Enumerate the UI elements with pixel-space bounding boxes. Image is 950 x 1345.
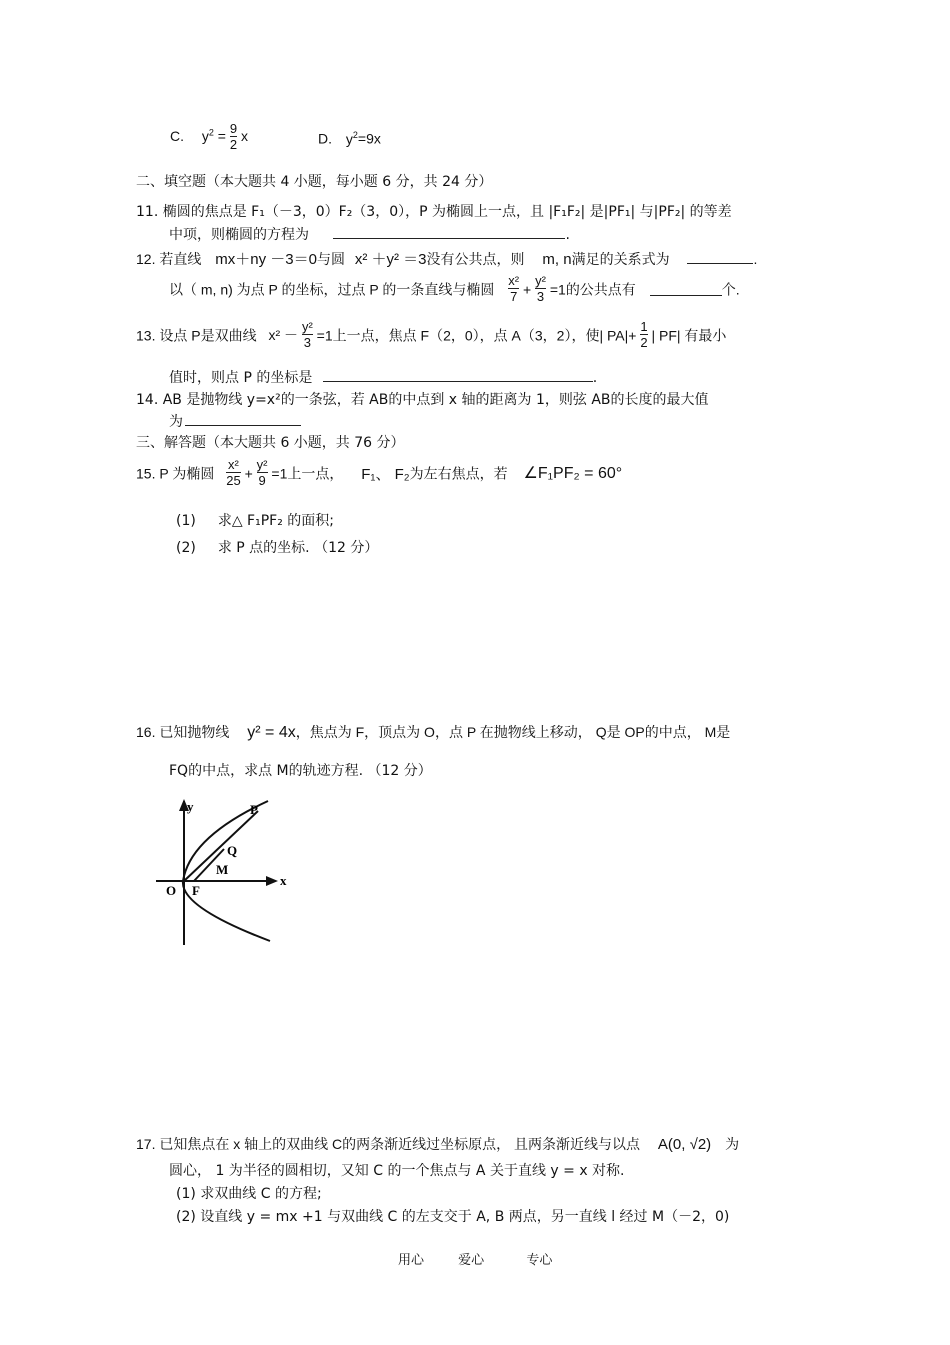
choice-c-eq: = — [217, 128, 226, 144]
choice-d-exp: 2 — [352, 130, 358, 140]
page-footer: 用心 爱心 专心 — [398, 1253, 553, 1268]
q14-answer-blank[interactable] — [185, 413, 301, 426]
q13-answer-blank[interactable] — [323, 369, 593, 382]
q13-half-frac: $\frac{1}{2}$ — [640, 319, 648, 351]
label-p: P — [250, 802, 258, 817]
label-x: x — [280, 873, 287, 888]
choice-c-var: x — [241, 128, 248, 144]
q15-sub1: (1) 求△ F₁PF₂ 的面积; — [176, 513, 334, 529]
x-axis-arrow — [266, 876, 278, 886]
q11-line2: 中项，则椭圆的方程为 . — [169, 227, 570, 243]
q15-sub2: (2) 求 P 点的坐标. （12 分） — [176, 540, 379, 556]
label-y: y — [187, 799, 194, 814]
q15-frac-y: $\frac{\text{y²}}{9}$ — [256, 457, 268, 489]
choice-c — [170, 122, 248, 153]
label-o: O — [166, 883, 177, 898]
choice-d — [318, 130, 381, 147]
q17-line2: 圆心， 1 为半径的圆相切，又知 C 的一个焦点与 A 关于直线 y = x 对称. — [169, 1163, 625, 1179]
choice-c-exp: 2 — [208, 127, 214, 138]
choice-c-fraction: $\frac{9}{2}$ — [229, 121, 238, 153]
q13-line1: 13. 设点 P是双曲线 x² － $\frac{\text{y²}}{3}$ =1上一点，焦点 F（2，0），点 A（3，2），使| PA|+ $\frac{1}{2}$ | PF| 有最小 — [136, 319, 727, 351]
q16-line1: 16. 已知抛物线 y² = 4x，焦点为 F，顶点为 O，点 P 在抛物线上移动， Q是 OP的中点， M是 — [136, 724, 731, 741]
q14-line2: 为 — [169, 411, 301, 431]
q17-sub1: (1) 求双曲线 C 的方程; — [176, 1186, 322, 1202]
q17-point-a: A(0, √2) — [657, 1136, 712, 1153]
choice-c-label: C. — [170, 128, 184, 144]
choice-d-label: D. — [318, 130, 332, 147]
label-f: F — [192, 883, 200, 898]
q12-line1: 12. 若直线 mx＋ny －3＝0与圆 x² ＋y² ＝3没有公共点，则 m, n满足的关系式为 . — [136, 251, 758, 268]
parabola-figure — [150, 797, 320, 947]
q16-parabola-eq: y² = 4x — [247, 724, 296, 741]
section-3-heading: 三、解答题（本大题共 6 小题，共 76 分） — [136, 435, 405, 451]
q11-line1: 11. 椭圆的焦点是 F₁（－3，0）F₂（3，0），P 为椭圆上一点，且 |F₁F₂| 是|PF₁| 与|PF₂| 的等差 — [136, 204, 732, 220]
q17-line1: 17. 已知焦点在 x 轴上的双曲线 C的两条渐近线过坐标原点， 且两条渐近线与以点 A(0, √2) 为 — [136, 1136, 740, 1153]
section-2-heading: 二、填空题（本大题共 4 小题，每小题 6 分，共 24 分） — [136, 174, 493, 190]
label-q: Q — [227, 843, 238, 858]
q12-circle-equation: x² ＋y² ＝3 — [354, 251, 427, 268]
q13-hyperbola-frac: $\frac{\text{y²}}{3}$ — [301, 319, 313, 351]
choice-d-rhs: =9x — [357, 130, 381, 147]
label-m: M — [216, 862, 229, 877]
q12-relation-blank[interactable] — [687, 251, 753, 264]
q12-ellipse-frac-y: $\frac{\text{y²}}{3}$ — [535, 273, 546, 305]
q16-line2: FQ的中点，求点 M的轨迹方程. （12 分） — [169, 763, 432, 779]
q15-line1: 15. P 为椭圆 $\frac{\text{x²}}{25}$ + $\frac{\text{y²}}{9}$ =1上一点， F₁、 F₂为左右焦点，若 ∠F₁PF₂ = 60° — [136, 457, 623, 489]
q15-angle: ∠F₁PF₂ = 60° — [523, 465, 623, 483]
q17-sub2: (2) 设直线 y = mx +1 与双曲线 C 的左支交于 A, B 两点，另一直线 l 经过 M（－2，0) — [176, 1209, 730, 1225]
q11-answer-blank[interactable] — [333, 226, 565, 239]
q12-line-equation: mx＋ny －3＝0 — [215, 251, 317, 268]
q12-count-blank[interactable] — [650, 283, 722, 296]
q15-frac-x: $\frac{\text{x²}}{25}$ — [226, 457, 241, 489]
q12-line2: 以（ m, n) 为点 P 的坐标，过点 P 的一条直线与椭圆 $\frac{\text{x²}}{7}$ + $\frac{\text{y²}}{3}$ =1的公共点有 个. — [169, 273, 740, 305]
q13-line2: 值时，则点 P 的坐标是 . — [169, 370, 598, 386]
q12-ellipse-frac-x: $\frac{\text{x²}}{7}$ — [508, 273, 520, 305]
choice-c-y: y — [201, 128, 209, 144]
choice-d-y: y — [345, 130, 353, 147]
q14-line1: 14. AB 是抛物线 y=x²的一条弦，若 AB的中点到 x 轴的距离为 1，则弦 AB的长度的最大值 — [136, 392, 709, 408]
